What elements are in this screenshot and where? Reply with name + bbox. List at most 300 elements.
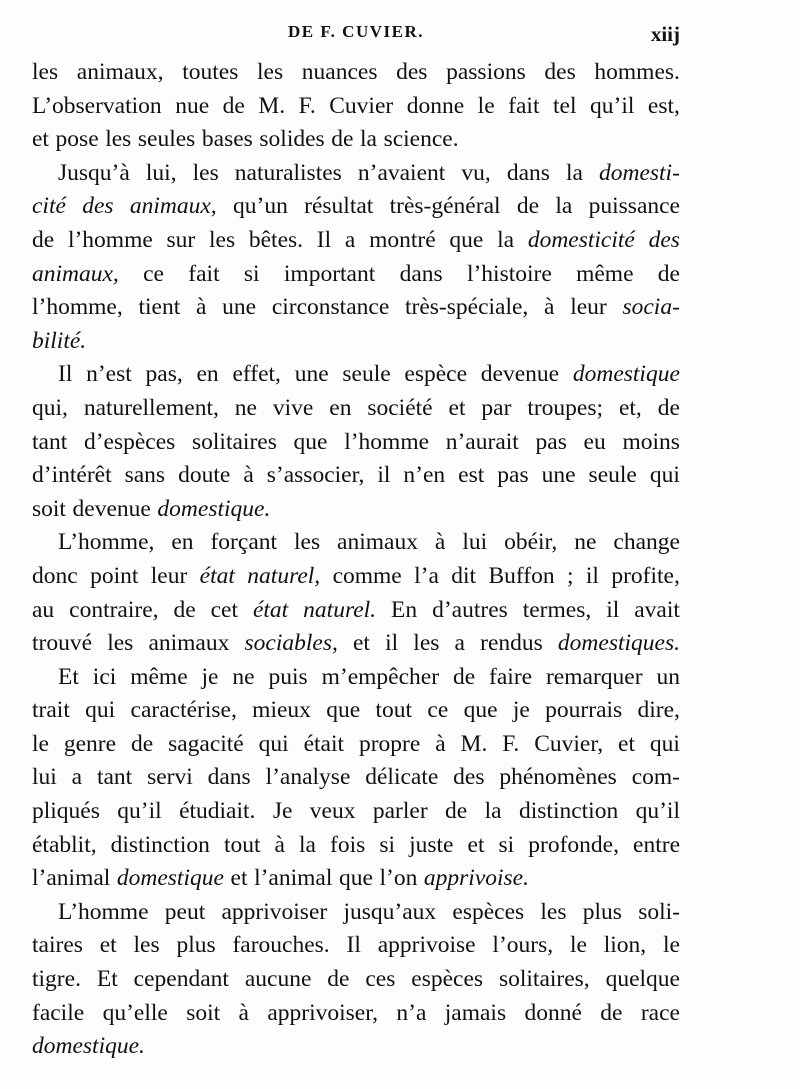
word: la [360,126,377,153]
word: si [498,831,515,858]
word: n’en [403,462,446,489]
word: Cuvier, [534,730,604,757]
text-line [32,291,680,325]
word: soli- [638,898,680,925]
word: de [452,663,476,690]
italic-word: domesti- [598,159,680,186]
word: résultat [304,193,374,220]
text-line [32,761,680,795]
word: je [512,697,530,724]
word: que [326,697,361,724]
word: si [379,831,396,858]
word: qui [258,730,289,757]
word: Et [58,663,79,690]
text-line [32,157,680,191]
word: de [222,92,245,119]
word: dans [506,159,550,186]
word: a [454,630,465,657]
word: les [540,898,567,925]
word: l’analyse [265,764,351,791]
word: de [600,999,623,1026]
word: doute [178,462,231,489]
word: il [385,630,399,657]
word: n’a [396,999,427,1026]
word: en [171,529,194,556]
word: des [453,764,485,791]
italic-word: bilité. [32,327,87,354]
text-line [32,493,680,527]
word: aucune [244,966,312,993]
word: ne [232,663,255,690]
word: un [656,663,680,690]
word: M. [258,92,286,119]
italic-word: des [648,226,680,253]
word: il [606,596,620,623]
word: ne [234,394,257,421]
word: une [222,294,257,321]
word: solitaires [192,428,277,455]
word: leur [570,294,607,321]
word: une [294,361,329,388]
word: trait [32,697,70,724]
body-text [32,56,680,1064]
italic-word: animaux, [129,193,217,220]
italic-word: animaux, [32,260,119,287]
word: dans [399,260,443,287]
word: même [130,663,188,690]
word: Cuvier [329,92,394,119]
word: et [352,630,370,657]
word: profite, [611,562,680,589]
word: en [329,394,352,421]
word: passions [446,59,526,85]
word: d’espèces [83,428,176,455]
italic-word: naturel, [247,562,321,589]
word: plus [176,932,216,959]
word: rendus [480,630,543,657]
word: de [173,596,196,623]
word: très-spéciale, [404,294,529,321]
word: cet [210,596,239,623]
page-number: xiij [650,22,680,46]
word: que [293,428,328,455]
word: en [196,361,219,388]
word: de [32,226,55,253]
word: et [99,932,117,959]
word: lui [462,529,488,556]
text-line [32,896,680,930]
word: F. [502,730,520,757]
page-header [32,22,680,50]
word: apprivoiser, [267,999,378,1026]
word: les [192,159,219,186]
word: à [195,294,207,321]
italic-word: naturel. [303,596,377,623]
word: devenue [72,495,151,522]
word: sur [166,226,196,253]
word: vive [272,394,314,421]
word: n’aurait [445,428,519,455]
word: ce [143,260,164,287]
word: taires [32,932,83,959]
text-line [32,190,680,224]
word: l’homme [344,428,430,455]
word: l’animal [32,865,111,892]
text-line [32,1030,680,1064]
word: fait [508,92,540,119]
word: nue [175,92,210,119]
word: moins [622,428,680,455]
text-line [32,728,680,762]
italic-word: domestique. [32,1033,145,1060]
word: s’associer, [266,462,365,489]
word: tant [96,764,133,791]
italic-word: domestique [572,361,680,388]
word: à [274,831,285,858]
word: Buffon [488,562,555,589]
word: obéir, [504,529,558,556]
word: remarquer [545,663,643,690]
italic-word: cité [32,193,66,220]
word: animaux, [76,59,164,85]
word: hommes. [594,59,680,85]
word: les [107,630,134,657]
word: donné [524,999,582,1026]
word: Je [272,798,293,825]
word: apprivoise [377,932,476,959]
word: soit [32,495,66,522]
word: tout [375,697,413,724]
word: était [303,730,345,757]
word: montré [369,226,436,253]
word: jusqu’aux [343,898,437,925]
word: ici [92,663,117,690]
word: pliqués [32,798,100,825]
word: naturalistes [234,159,342,186]
word: est, [647,92,680,119]
word: l’homme, [32,294,123,321]
text-line [32,829,680,863]
word: il [585,562,599,589]
italic-word: des [82,193,114,220]
word: F. [298,92,316,119]
word: com- [631,764,680,791]
word: nuances [301,59,378,85]
text-line [32,594,680,628]
word: juste [409,831,454,858]
word: et [618,730,635,757]
italic-word: sociables, [244,630,338,657]
word: même [576,260,634,287]
text-line [32,358,680,392]
word: je [201,663,219,690]
text-line [32,795,680,829]
word: qu’il [117,798,162,825]
word: solitaires, [498,966,590,993]
word: la [484,798,502,825]
word: puis [268,663,308,690]
word: veux [309,798,356,825]
word: animaux [148,630,230,657]
word: tient [138,294,181,321]
word: Il [346,932,361,959]
text-line [32,90,680,124]
word: termes, [522,596,592,623]
word: lion, [603,932,647,959]
word: le [663,932,680,959]
word: qui [649,730,680,757]
word: propre [358,730,421,757]
text-line [32,694,680,728]
text-line [32,526,680,560]
word: qu’elle [102,999,168,1026]
text-line [32,123,680,157]
text-line [32,627,680,661]
word: fois [330,831,366,858]
word: farouches. [232,932,330,959]
word: il [377,462,391,489]
word: En [391,596,418,623]
word: bêtes. [248,226,304,253]
word: que [449,226,484,253]
word: distinction [110,831,210,858]
text-line [32,963,680,997]
word: qui, [32,394,68,421]
word: a [344,226,356,253]
word: apprivoiser [221,898,328,925]
word: les [257,59,284,85]
word: distinction [518,798,619,825]
word: les [32,59,59,85]
word: facile [32,999,85,1026]
word: et, [618,394,642,421]
word: à [544,294,555,321]
word: l’animal [254,865,333,892]
word: jamais [444,999,507,1026]
word: science. [383,126,459,153]
word: pas [497,462,529,489]
word: l’homme [67,226,153,253]
text-line [32,929,680,963]
italic-word: domesticité [527,226,635,253]
word: espèces [411,966,484,993]
word: tant [32,428,68,455]
text-line [32,224,680,258]
word: à [243,462,254,489]
word: change [613,529,680,556]
word: contraire, [69,596,159,623]
text-line [32,426,680,460]
text-line [32,560,680,594]
word: au [32,596,55,623]
word: peut [164,898,206,925]
word: le [569,932,587,959]
word: l’on [379,865,418,892]
italic-word: état [252,596,289,623]
word: vu, [461,159,491,186]
word: le [477,92,495,119]
word: pourrais [545,697,623,724]
word: profonde, [528,831,619,858]
word: des [544,59,576,85]
word: effet, [232,361,281,388]
word: forçant [210,529,278,556]
word: la [497,226,515,253]
word: Et [96,966,118,993]
word: espèces [452,898,525,925]
word: caractérise, [130,697,237,724]
word: seules [137,126,196,153]
word: parler [372,798,428,825]
word: d’autres [432,596,508,623]
word: des [396,59,428,85]
word: les [413,630,440,657]
word: de [327,966,350,993]
word: l’a [414,562,439,589]
italic-word: socia- [622,294,680,321]
word: animaux [337,529,418,556]
italic-word: domestiques. [557,630,680,657]
word: avait [634,596,680,623]
word: seule [588,462,637,489]
word: et [230,865,248,892]
word: n’avaient [357,159,446,186]
word: ces [365,966,396,993]
word: dit [451,562,477,589]
word: délicate [365,764,439,791]
word: pas, [145,361,183,388]
word: fait [188,260,220,287]
word: ne [574,529,597,556]
word: l’ours, [492,932,554,959]
word: lui [32,764,57,791]
word: Il [58,361,73,388]
word: donne [406,92,465,119]
word: Jusqu’à [58,159,130,186]
word: la [565,159,583,186]
word: point [90,562,139,589]
word: soit [186,999,221,1026]
word: qu’il [635,798,680,825]
word: quelque [605,966,680,993]
text-line [32,325,680,359]
word: le [32,730,49,757]
word: solides [259,126,325,153]
italic-word: état [199,562,235,589]
running-head: DE F. CUVIER. [287,22,424,41]
word: pas [535,428,567,455]
word: L’homme [58,898,149,925]
word: seule [342,361,391,388]
word: circonstance [271,294,390,321]
word: L’observation [32,92,162,119]
text-line [32,459,680,493]
word: comme [332,562,402,589]
word: donc [32,562,78,589]
word: Il [316,226,332,253]
word: sans [124,462,166,489]
word: tout [223,831,261,858]
word: de [516,193,540,220]
word: entre [633,831,680,858]
word: naturellement, [83,394,219,421]
word: et [32,126,49,153]
word: L’homme, [58,529,155,556]
word: phénomènes [499,764,617,791]
text-line [32,56,680,90]
word: n’est [86,361,132,388]
text-line [32,258,680,292]
word: l’histoire [466,260,552,287]
text-line [32,862,680,896]
word: très-général [389,193,501,220]
italic-word: domestique. [157,495,271,522]
word: dire, [637,697,680,724]
word: établit, [32,831,97,858]
word: la [299,831,316,858]
word: qu’il [590,92,635,119]
word: si [243,260,260,287]
word: les [105,126,132,153]
word: de [657,394,680,421]
word: pose [55,126,99,153]
word: société [367,394,433,421]
word: devenue [480,361,560,388]
word: d’intérêt [32,462,112,489]
word: que [338,865,373,892]
word: une [541,462,576,489]
word: genre [63,730,117,757]
word: qu’un [233,193,288,220]
word: de [657,260,680,287]
text-line [32,392,680,426]
word: et [448,394,466,421]
text-line [32,661,680,695]
word: et [467,831,485,858]
italic-word: apprivoise. [423,865,529,892]
word: les [293,529,321,556]
word: lui, [145,159,177,186]
word: la [555,193,573,220]
word: cependant [133,966,229,993]
word: servi [147,764,193,791]
word: plus [582,898,622,925]
word: ; [567,562,574,589]
word: a [71,764,83,791]
word: tel [553,92,577,119]
word: les [133,932,160,959]
word: troupes; [527,394,604,421]
word: mieux [252,697,311,724]
word: que [463,697,498,724]
word: étudiait. [179,798,256,825]
word: leur [150,562,188,589]
word: toutes [182,59,239,85]
word: par [481,394,512,421]
word: ce [427,697,449,724]
word: sagacité [168,730,244,757]
word: espèce [404,361,468,388]
word: puissance [588,193,680,220]
word: eu [583,428,606,455]
word: dans [207,764,251,791]
word: est [458,462,485,489]
word: race [640,999,680,1026]
word: important [283,260,376,287]
word: qui [649,462,680,489]
word: de [130,730,154,757]
word: de [445,798,468,825]
